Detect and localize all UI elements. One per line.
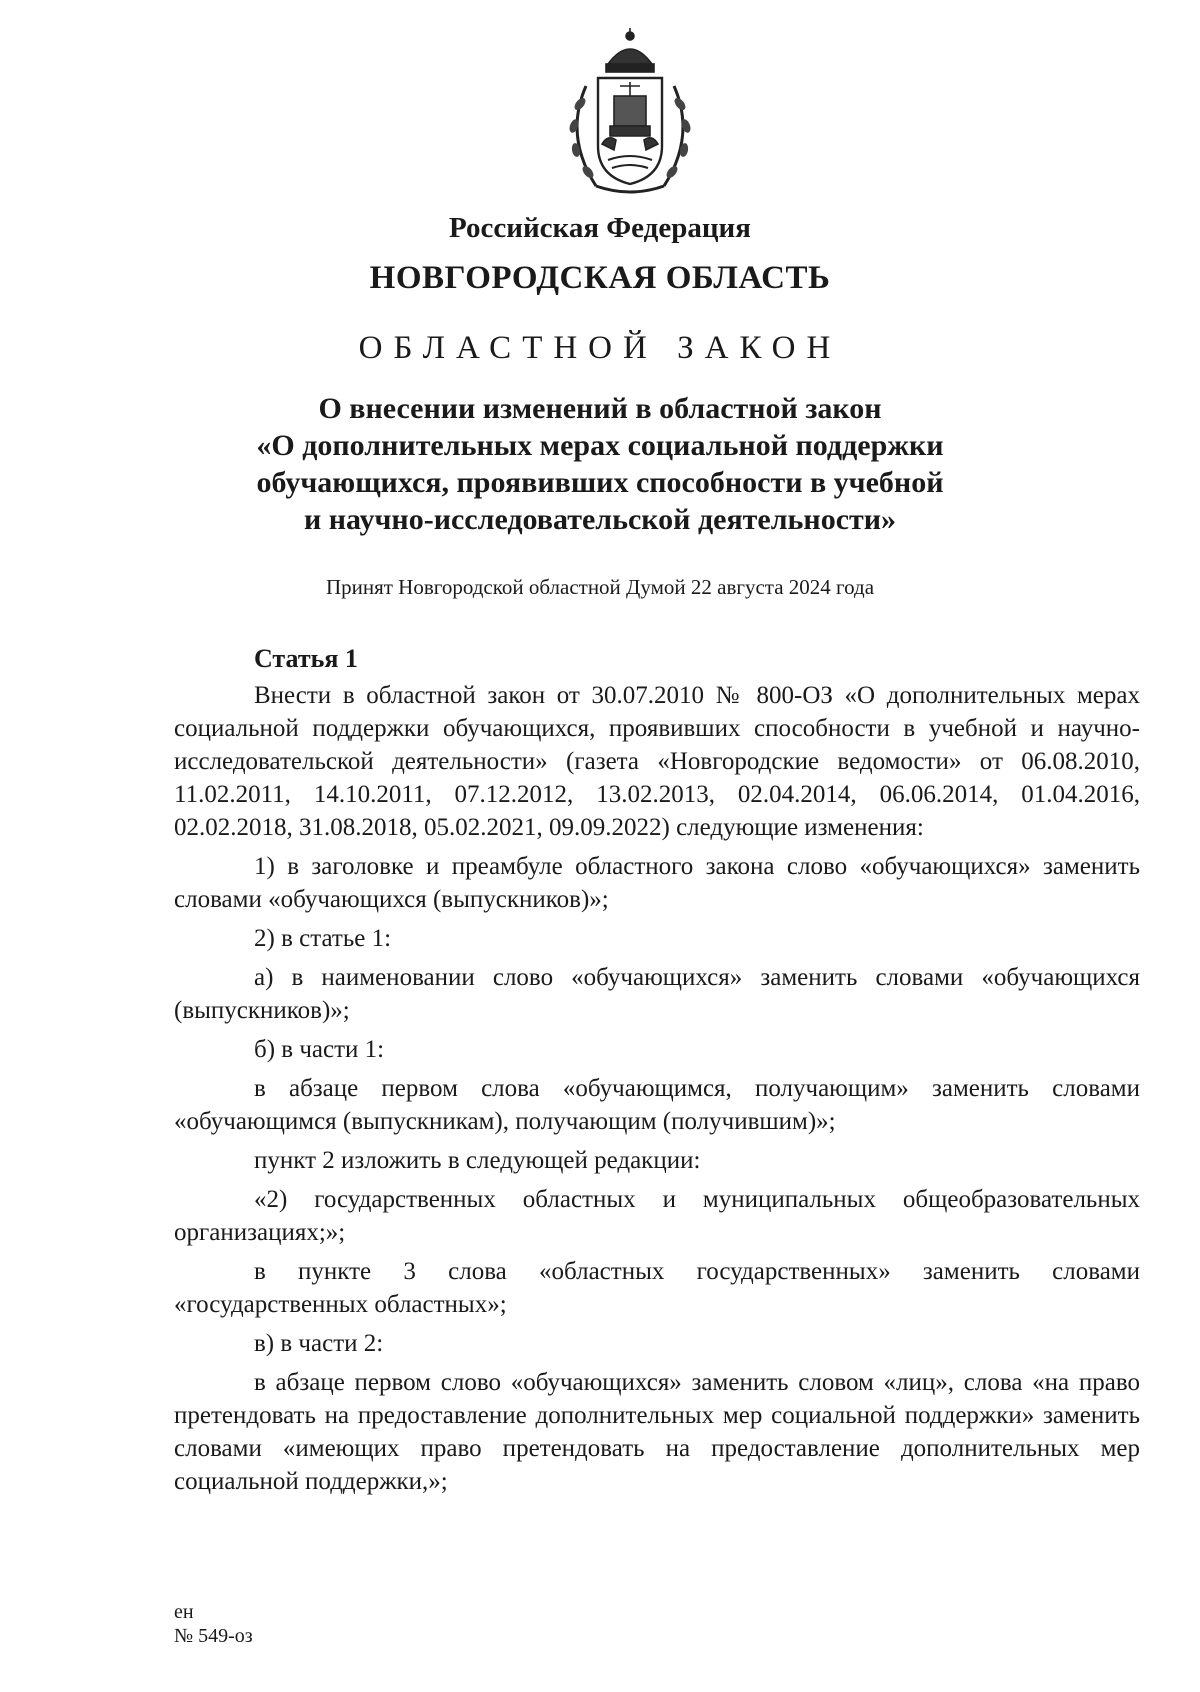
article-paragraph: 2) в статье 1: bbox=[254, 925, 392, 952]
country-name: Российская Федерация bbox=[449, 212, 751, 244]
law-title-line: и научно-исследовательской деятельности» bbox=[303, 503, 897, 536]
article-paragraph: б) в части 1: bbox=[254, 1036, 385, 1063]
footer-initials: ен bbox=[174, 1601, 194, 1623]
article-paragraph: в абзаце первом слова «обучающимся, получающим» заменить словами «обучающимся (выпускникам), получающим (получившим)»; bbox=[174, 1075, 1140, 1135]
article-paragraph: «2) государственных областных и муниципальных общеобразовательных организациях;»; bbox=[174, 1186, 1140, 1246]
article-paragraph: пункт 2 изложить в следующей редакции: bbox=[254, 1147, 701, 1174]
article-body bbox=[174, 642, 1140, 1504]
footer-number: № 549-оз bbox=[174, 1625, 253, 1647]
article-paragraph: в пункте 3 слова «областных государственных» заменить словами «государственных областных»; bbox=[174, 1258, 1140, 1318]
document-type: ОБЛАСТНОЙ ЗАКОН bbox=[358, 330, 842, 366]
law-title-line: О внесении изменений в областной закон bbox=[318, 392, 882, 425]
law-title-line: обучающихся, проявивших способности в учебной bbox=[256, 466, 944, 499]
coat-of-arms-icon bbox=[556, 26, 704, 202]
region-name: НОВГОРОДСКАЯ ОБЛАСТЬ bbox=[369, 260, 831, 296]
adoption-note: Принят Новгородской областной Думой 22 августа 2024 года bbox=[325, 575, 875, 599]
footer-registration bbox=[174, 1600, 253, 1648]
article-paragraph: 1) в заголовке и преамбуле областного закона слово «обучающихся» заменить словами «обучающихся (выпускников)»; bbox=[174, 853, 1140, 913]
law-title bbox=[0, 390, 1200, 538]
article-heading: Статья 1 bbox=[254, 644, 358, 673]
article-paragraph: в абзаце первом слово «обучающихся» заменить словом «лиц», слова «на право претендовать на предоставление дополнительных мер социальной поддержки» заменить словами «имеющих право претендовать на предоставление дополнительных мер социальной поддержки,»; bbox=[174, 1369, 1140, 1495]
law-title-line: «О дополнительных мерах социальной поддержки bbox=[256, 429, 944, 462]
article-paragraph: в) в части 2: bbox=[254, 1330, 384, 1357]
article-paragraph: Внести в областной закон от 30.07.2010 № 800-ОЗ «О дополнительных мерах социальной поддержки обучающихся, проявивших способности в учебной и научно-исследовательской деятельности» (газета «Новгородские ведомости» от 06.08.2010, 11.02.2011, 14.10.2011, 07.12.2012, 13.02.2013, 02.04.2014, 06.06.2014, 01.04.2016, 02.02.2018, 31.08.2018, 05.02.2021, 09.09.2022) следующие изменения: bbox=[174, 682, 1140, 841]
article-paragraph: а) в наименовании слово «обучающихся» заменить словами «обучающихся (выпускников)»; bbox=[174, 964, 1140, 1024]
